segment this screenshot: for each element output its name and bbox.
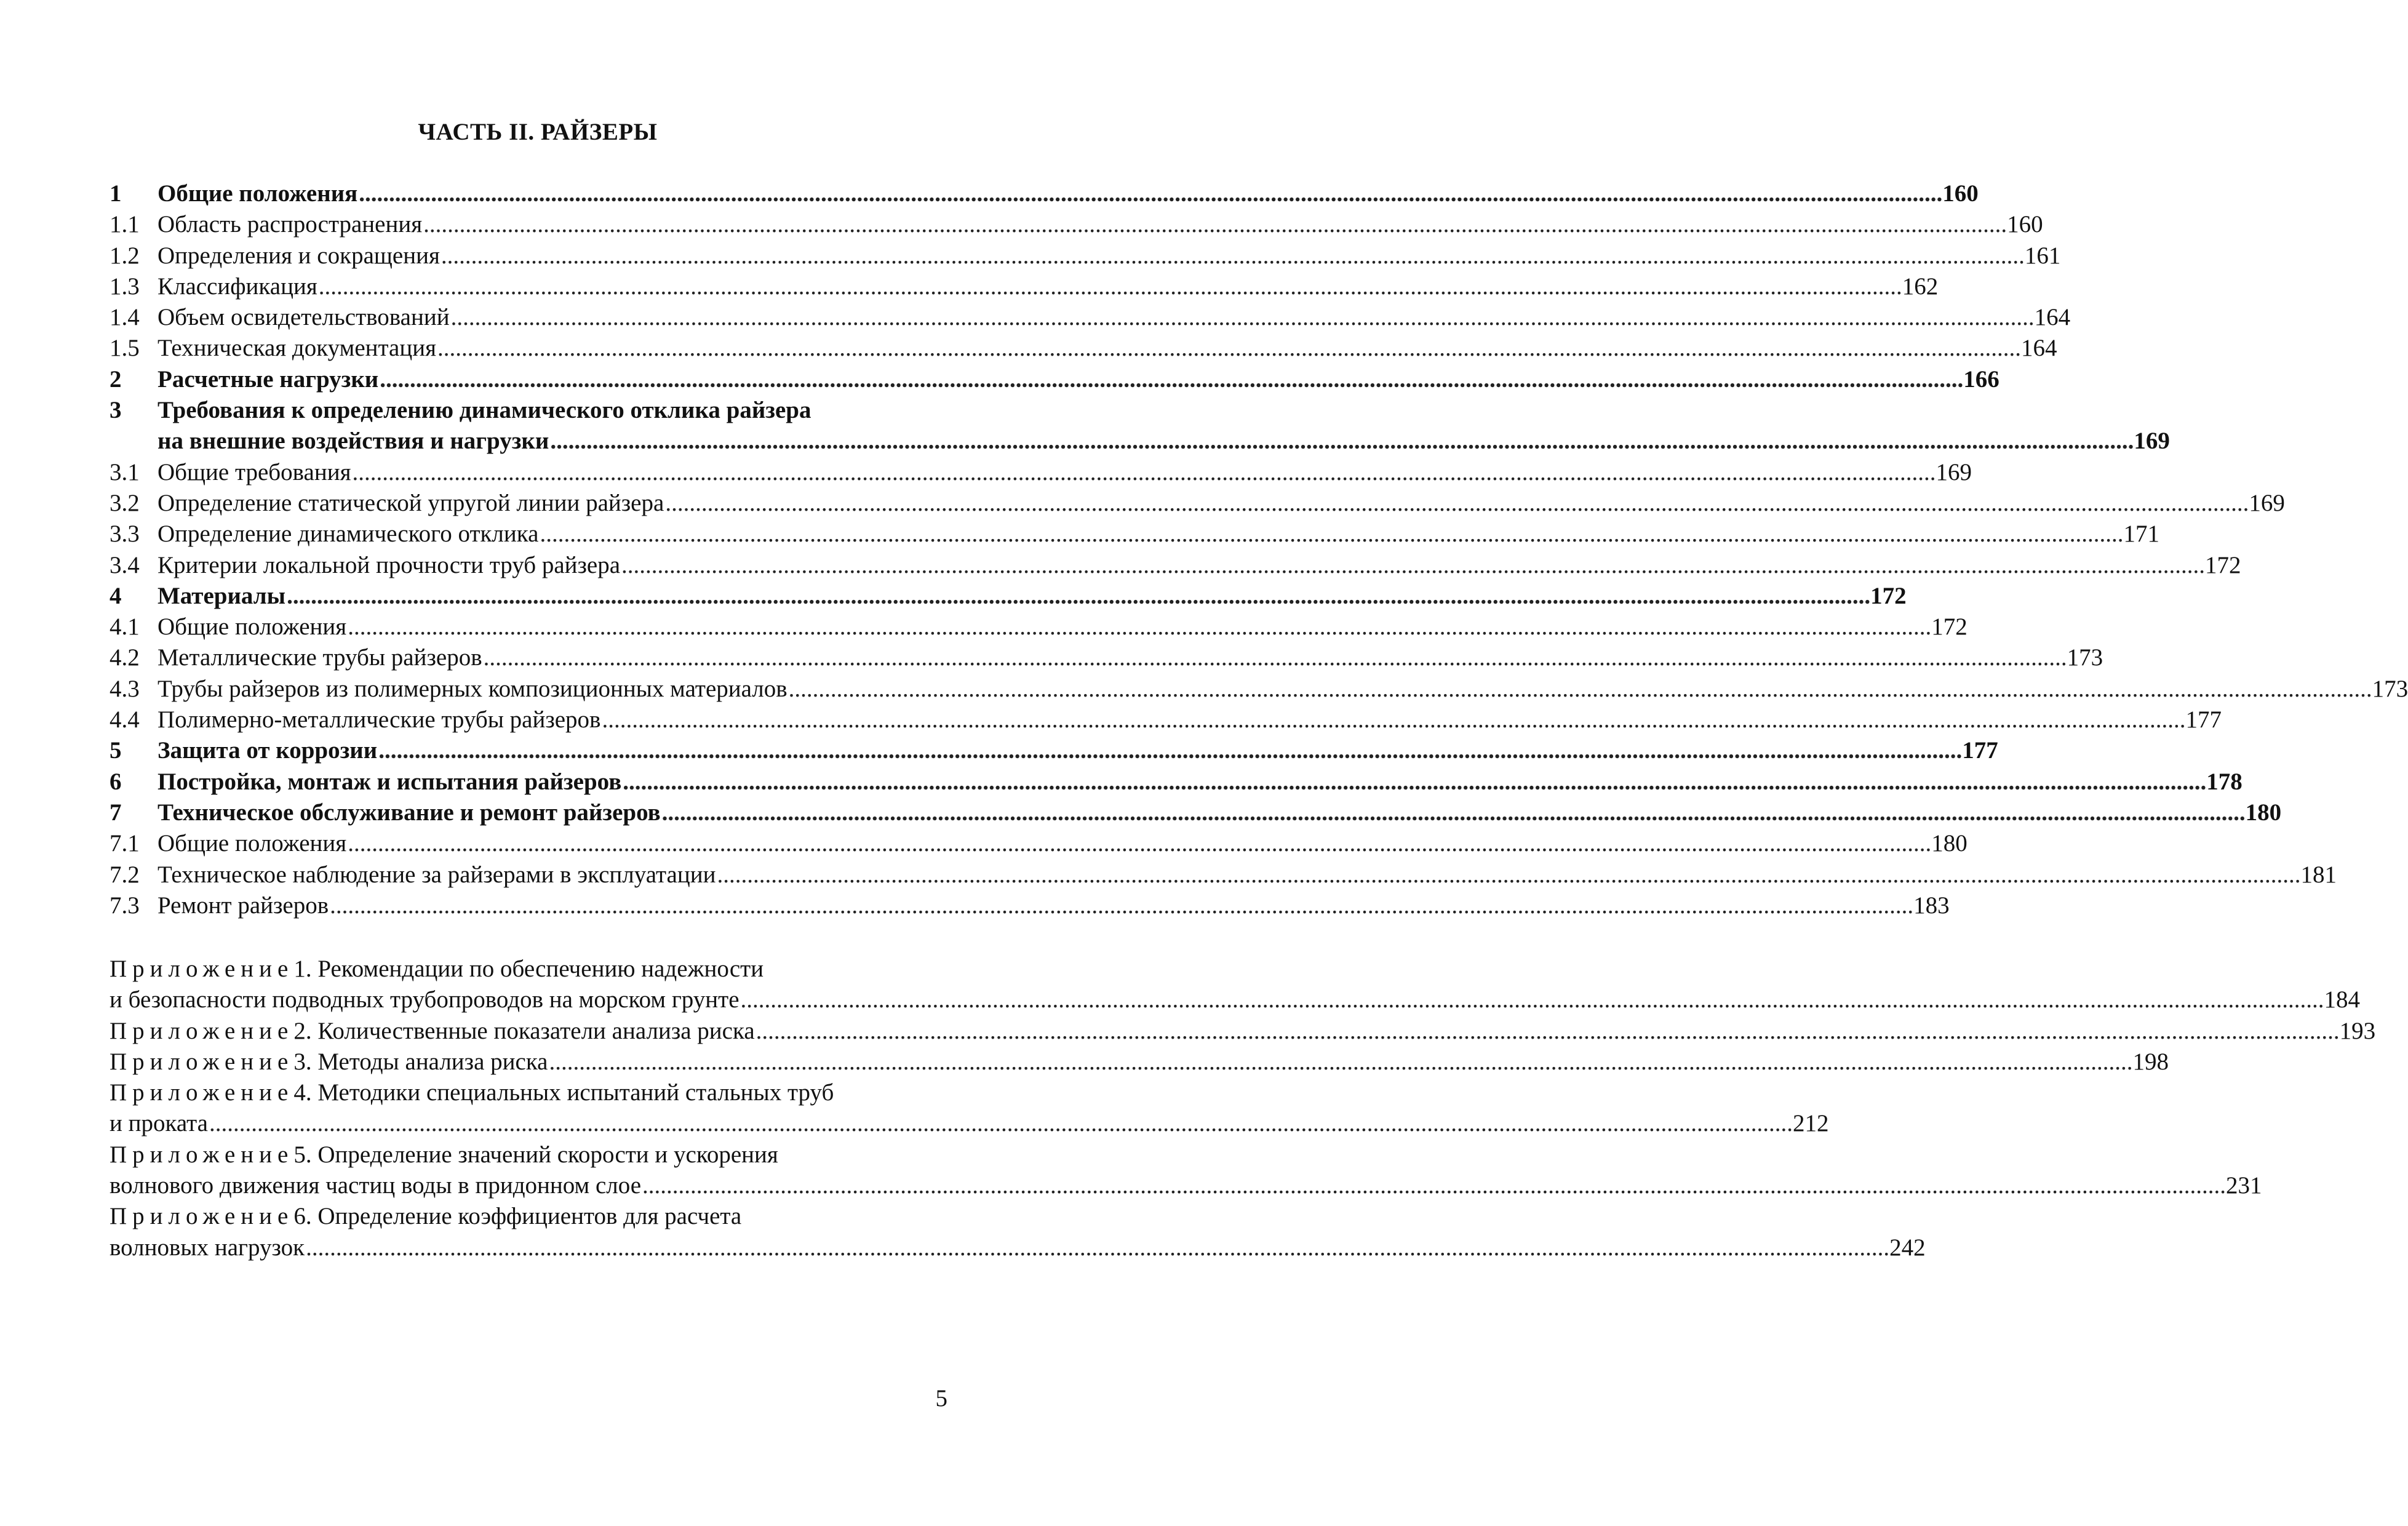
- appendix-title: 1. Рекомендации по обеспечению надежности: [293, 956, 764, 982]
- toc-entry-title: Металлические трубы райзеров: [157, 644, 482, 671]
- toc-entry-number: 4.2: [110, 644, 140, 671]
- appendix-entry: [110, 1047, 2169, 1077]
- toc-leader-dots: [377, 735, 1962, 766]
- appendix-page: 193: [2339, 1017, 2376, 1044]
- toc-entry: [110, 395, 947, 426]
- toc-entry-page: 172: [1870, 582, 1907, 609]
- toc-entry: [110, 767, 2243, 797]
- toc-leader-dots: [621, 767, 2206, 797]
- appendix-title: 4. Методики специальных испытаний стальных труб: [293, 1079, 834, 1106]
- toc-entry-page: 180: [1931, 830, 1967, 857]
- toc-entry: [110, 674, 2408, 705]
- appendix-page: 231: [2226, 1172, 2262, 1199]
- appendix-title: 3. Методы анализа риска: [293, 1048, 548, 1075]
- toc-leader-dots: [378, 364, 1963, 395]
- appendix-entry: [110, 1140, 947, 1170]
- toc-entry-page: 172: [1931, 613, 1967, 641]
- toc-entry: [110, 302, 2071, 333]
- appendix-entry: [110, 954, 947, 985]
- toc-leader-dots: [346, 612, 1931, 642]
- toc-entry-title: Техническая документация: [157, 335, 437, 362]
- toc-entry-page: 164: [2034, 304, 2071, 331]
- toc-leader-dots: [549, 426, 2134, 457]
- toc-entry-number: 4.1: [110, 613, 140, 641]
- toc-leader-dots: [357, 178, 1942, 209]
- appendix-title: 2. Количественные показатели анализа риска: [293, 1017, 755, 1044]
- toc-entry-title: Защита от коррозии: [157, 737, 378, 764]
- toc-leader-dots: [346, 828, 1931, 859]
- toc-leader-dots: [317, 271, 1902, 302]
- toc-entry-number: 3.1: [110, 458, 140, 485]
- toc-entry-title: Объем освидетельствований: [157, 304, 450, 331]
- appendix-label: Приложение: [110, 1203, 294, 1230]
- toc-entry-number: 4.3: [110, 675, 140, 702]
- toc-entry-title: на внешние воздействия и нагрузки: [157, 428, 549, 455]
- toc-leader-dots: [482, 642, 2067, 673]
- toc-entry-page: 177: [1962, 737, 1998, 764]
- toc-leader-dots: [450, 302, 2035, 333]
- toc-entry-title: Область распространения: [157, 211, 423, 238]
- toc-entry-page: 169: [2134, 428, 2170, 455]
- toc-leader-dots: [641, 1170, 2226, 1201]
- toc-entry-title: Трубы райзеров из полимерных композиционных материалов: [157, 675, 787, 702]
- toc-entry: [110, 333, 2057, 364]
- toc-entry-title: Техническое наблюдение за райзерами в эксплуатации: [157, 861, 716, 888]
- toc-entry-title: Расчетные нагрузки: [157, 366, 379, 393]
- toc-entry-page: 169: [2249, 489, 2285, 516]
- toc-entry-number: 1.4: [110, 304, 140, 331]
- toc-entry-number: 3.3: [110, 521, 140, 548]
- appendix-label: Приложение: [110, 1017, 294, 1044]
- toc-entry-number: 1: [110, 180, 122, 207]
- toc-entry-title: Определение динамического отклика: [157, 521, 539, 548]
- appendix-entry: [110, 1077, 947, 1108]
- toc-entry: [110, 797, 2282, 828]
- toc-entry-number: 7: [110, 799, 122, 826]
- toc-leader-dots: [436, 333, 2021, 364]
- appendix-entry-continuation: [110, 1170, 2262, 1201]
- toc-entry-title: Общие положения: [157, 830, 347, 857]
- toc-leader-dots: [329, 890, 1913, 921]
- appendix-label: Приложение: [110, 1141, 294, 1168]
- appendix-title: 5. Определение значений скорости и ускорения: [293, 1141, 778, 1168]
- toc-entry-number: 2: [110, 366, 122, 393]
- toc-entry-title: Техническое обслуживание и ремонт райзеров: [157, 799, 661, 826]
- toc-leader-dots: [548, 1047, 2132, 1077]
- toc-entry-page: 166: [1963, 366, 1999, 393]
- page-title: ЧАСТЬ II. РАЙЗЕРЫ: [418, 119, 658, 145]
- toc-leader-dots: [716, 860, 2300, 890]
- toc-entry: [110, 488, 2285, 519]
- toc-entry-title: Определения и сокращения: [157, 242, 440, 269]
- toc-entry-page: 169: [1936, 458, 1972, 485]
- toc-entry: [110, 457, 1972, 488]
- table-of-contents: [110, 178, 2408, 921]
- toc-leader-dots: [740, 985, 2324, 1015]
- toc-leader-dots: [422, 209, 2007, 240]
- toc-entry-number: 4.4: [110, 706, 140, 733]
- toc-entry: [110, 241, 2061, 271]
- toc-leader-dots: [440, 241, 2025, 271]
- appendix-entry-continuation: [110, 1108, 1829, 1139]
- toc-leader-dots: [661, 797, 2246, 828]
- toc-entry-number: 1.1: [110, 211, 140, 238]
- toc-entry-page: 160: [1942, 180, 1979, 207]
- toc-entry-number: 3.4: [110, 551, 140, 578]
- toc-entry-title: Постройка, монтаж и испытания райзеров: [157, 768, 622, 795]
- toc-entry-page: 181: [2300, 861, 2337, 888]
- toc-leader-dots: [351, 457, 1936, 488]
- toc-entry-number: 7.1: [110, 830, 140, 857]
- toc-leader-dots: [305, 1232, 1889, 1263]
- toc-leader-dots: [538, 519, 2123, 549]
- toc-entry-page: 160: [2007, 211, 2043, 238]
- appendix-page: 198: [2132, 1048, 2169, 1075]
- appendix-label: Приложение: [110, 1048, 294, 1075]
- toc-entry: [110, 178, 1979, 209]
- toc-entry-page: 173: [2372, 675, 2408, 702]
- appendix-title-continued: и проката: [110, 1110, 208, 1137]
- toc-entry-title: Материалы: [157, 582, 286, 609]
- appendix-entry: [110, 1016, 2376, 1047]
- toc-entry: [110, 735, 1998, 766]
- toc-entry: [110, 612, 1967, 642]
- toc-entry-page: 177: [2185, 706, 2222, 733]
- appendix-list: [110, 954, 2376, 1263]
- toc-entry: [110, 550, 2241, 581]
- toc-entry: [110, 519, 2159, 549]
- appendix-entry: [110, 1201, 947, 1232]
- appendix-page: 242: [1889, 1234, 1926, 1261]
- toc-leader-dots: [787, 674, 2372, 705]
- toc-entry: [110, 890, 1950, 921]
- toc-entry: [110, 581, 1907, 612]
- appendix-entry-continuation: [110, 1232, 1926, 1263]
- toc-entry-number: 1.5: [110, 335, 140, 362]
- appendix-label: Приложение: [110, 956, 294, 982]
- toc-entry-number: 1.2: [110, 242, 140, 269]
- toc-entry-number: 4: [110, 582, 122, 609]
- toc-leader-dots: [208, 1108, 1793, 1139]
- toc-entry-number: 1.3: [110, 273, 140, 300]
- toc-entry: [110, 426, 2170, 457]
- toc-entry-number: 7.3: [110, 892, 140, 919]
- toc-entry-title: Критерии локальной прочности труб райзера: [157, 551, 621, 578]
- toc-entry-number: 3: [110, 397, 122, 424]
- toc-entry: [110, 860, 2337, 890]
- toc-entry-number: 6: [110, 768, 122, 795]
- appendix-title-continued: волнового движения частиц воды в придонном слое: [110, 1172, 642, 1199]
- toc-entry: [110, 828, 1967, 859]
- toc-entry-page: 173: [2067, 644, 2103, 671]
- toc-entry-page: 164: [2021, 335, 2057, 362]
- toc-entry-number: 5: [110, 737, 122, 764]
- appendix-page: 184: [2324, 986, 2361, 1013]
- appendix-page: 212: [1792, 1110, 1829, 1137]
- toc-entry-title: Требования к определению динамического отклика райзера: [157, 397, 811, 424]
- appendix-label: Приложение: [110, 1079, 294, 1106]
- toc-entry-page: 161: [2024, 242, 2061, 269]
- toc-entry-title: Определение статической упругой линии райзера: [157, 489, 664, 516]
- toc-entry-page: 172: [2205, 551, 2241, 578]
- toc-entry-number: 3.2: [110, 489, 140, 516]
- page-number: 5: [935, 1385, 947, 1412]
- toc-entry-page: 183: [1913, 892, 1950, 919]
- toc-entry-page: 178: [2206, 768, 2243, 795]
- toc-leader-dots: [285, 581, 1870, 612]
- appendix-title-continued: и безопасности подводных трубопроводов на морском грунте: [110, 986, 740, 1013]
- toc-entry: [110, 209, 2043, 240]
- toc-entry-title: Полимерно-металлические трубы райзеров: [157, 706, 601, 733]
- appendix-title: 6. Определение коэффициентов для расчета: [293, 1203, 742, 1230]
- toc-entry: [110, 364, 1999, 395]
- toc-entry-title: Ремонт райзеров: [157, 892, 329, 919]
- toc-entry-title: Классификация: [157, 273, 317, 300]
- toc-entry-title: Общие требования: [157, 458, 351, 485]
- toc-entry-page: 180: [2245, 799, 2282, 826]
- toc-leader-dots: [755, 1016, 2340, 1047]
- toc-entry: [110, 705, 2222, 735]
- toc-entry: [110, 271, 1939, 302]
- toc-leader-dots: [600, 705, 2185, 735]
- toc-entry-number: 7.2: [110, 861, 140, 888]
- toc-entry-page: 171: [2123, 521, 2159, 548]
- toc-entry: [110, 642, 2103, 673]
- appendix-title-continued: волновых нагрузок: [110, 1234, 305, 1261]
- toc-entry-page: 162: [1902, 273, 1939, 300]
- toc-entry-title: Общие положения: [157, 613, 347, 641]
- toc-entry-title: Общие положения: [157, 180, 358, 207]
- toc-leader-dots: [664, 488, 2249, 519]
- toc-leader-dots: [620, 550, 2205, 581]
- appendix-entry-continuation: [110, 985, 2361, 1015]
